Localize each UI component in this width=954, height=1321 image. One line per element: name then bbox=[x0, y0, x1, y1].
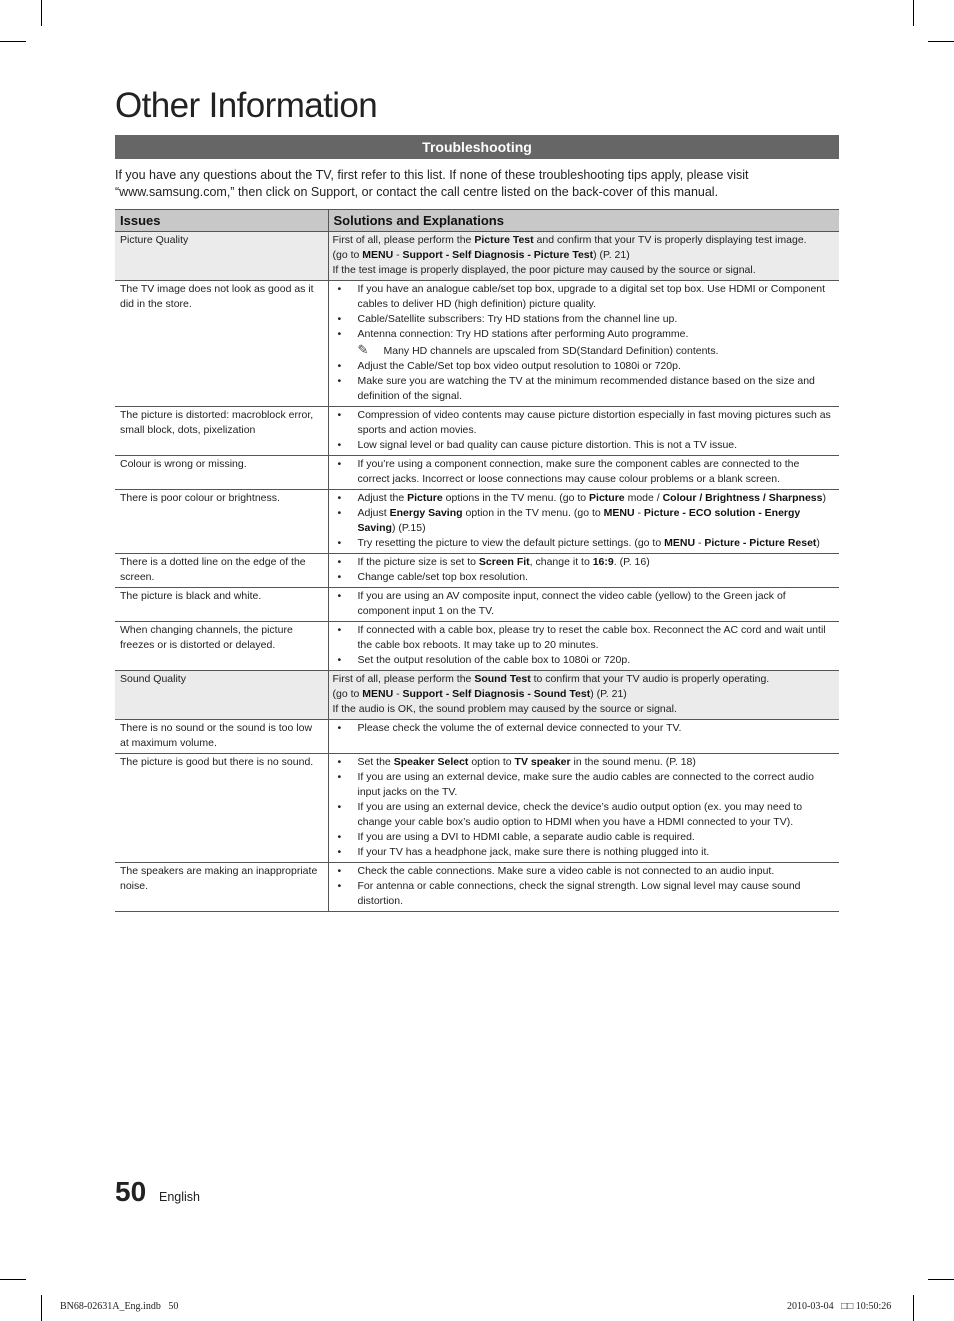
list-item: • Cable/Satellite subscribers: Try HD stations from the channel line up. bbox=[334, 312, 835, 327]
issue-cell: Picture Quality bbox=[115, 232, 328, 281]
page-language: English bbox=[159, 1190, 200, 1204]
issue-cell: The TV image does not look as good as it did in the store. bbox=[115, 281, 328, 407]
solution-cell bbox=[328, 456, 839, 490]
issue-cell: Colour is wrong or missing. bbox=[115, 456, 328, 490]
list-item: • If you have an analogue cable/set top box, upgrade to a digital set top box. Use HDMI or Component cables to deliver HD (high definition) picture quality. bbox=[334, 282, 835, 312]
list-item: • If you are using an external device, make sure the audio cables are connected to the correct audio input jacks on the TV. bbox=[334, 770, 835, 800]
list-item: • Antenna connection: Try HD stations after performing Auto programme. bbox=[334, 327, 835, 342]
list-item: • Please check the volume the of external device connected to your TV. bbox=[334, 721, 835, 736]
issue-cell: When changing channels, the picture freezes or is distorted or delayed. bbox=[115, 622, 328, 671]
table-row bbox=[115, 622, 839, 671]
table-row bbox=[115, 407, 839, 456]
solution-cell bbox=[328, 754, 839, 863]
table-row bbox=[115, 281, 839, 407]
solution-cell bbox=[328, 622, 839, 671]
solution-cell bbox=[328, 407, 839, 456]
crop-mark bbox=[928, 1279, 954, 1280]
issue-cell: The picture is good but there is no sound. bbox=[115, 754, 328, 863]
list-item: • For antenna or cable connections, check the signal strength. Low signal level may cause sound distortion. bbox=[334, 879, 835, 909]
list-item: • Check the cable connections. Make sure a video cable is not connected to an audio input. bbox=[334, 864, 835, 879]
solution-cell bbox=[328, 588, 839, 622]
solution-cell bbox=[328, 490, 839, 554]
solution-cell: First of all, please perform the Sound Test to confirm that your TV audio is properly operating. (go to MENU - Support - Self Diagnosis - Sound Test) (P. 21) If the audio is OK, the sound problem may caused by the source or signal. bbox=[328, 671, 839, 720]
print-footer-left: BN68-02631A_Eng.indb 50 bbox=[60, 1301, 179, 1312]
solution-cell bbox=[328, 281, 839, 407]
list-item: • If you’re using a component connection, make sure the component cables are connected to the correct jacks. Incorrect or loose connections may cause colour problems or a blank screen. bbox=[334, 457, 835, 487]
section-title: Troubleshooting bbox=[115, 135, 839, 159]
list-item: • Try resetting the picture to view the default picture settings. (go to MENU - Picture - Picture Reset) bbox=[334, 536, 835, 551]
list-item: • Adjust the Cable/Set top box video output resolution to 1080i or 720p. bbox=[334, 359, 835, 374]
solution-cell bbox=[328, 863, 839, 912]
print-footer-right: 2010-03-04 □□ 10:50:26 bbox=[787, 1301, 892, 1312]
list-item: • Set the output resolution of the cable box to 1080i or 720p. bbox=[334, 653, 835, 668]
solution-list bbox=[334, 623, 835, 668]
solution-cell bbox=[328, 720, 839, 754]
list-item: • Adjust Energy Saving option in the TV menu. (go to MENU - Picture - ECO solution - Energy Saving) (P.15) bbox=[334, 506, 835, 536]
page-title: Other Information bbox=[115, 86, 378, 125]
solution-list bbox=[334, 457, 835, 487]
header-solutions: Solutions and Explanations bbox=[328, 210, 839, 232]
list-item: • If connected with a cable box, please try to reset the cable box. Reconnect the AC cord and wait until the cable box reboots. It may take up to 20 minutes. bbox=[334, 623, 835, 653]
table-row bbox=[115, 554, 839, 588]
table-row bbox=[115, 456, 839, 490]
list-item: • If you are using an external device, check the device’s audio output option (ex. you may need to change your cable box’s audio option to HDMI when you have a HDMI connected to your TV). bbox=[334, 800, 835, 830]
solution-list bbox=[334, 491, 835, 551]
issue-cell: There is a dotted line on the edge of the screen. bbox=[115, 554, 328, 588]
list-item: • Compression of video contents may cause picture distortion especially in fast moving pictures such as sports and action movies. bbox=[334, 408, 835, 438]
issue-cell: The speakers are making an inappropriate noise. bbox=[115, 863, 328, 912]
solution-list bbox=[334, 755, 835, 860]
solution-cell: First of all, please perform the Picture Test and confirm that your TV is properly displaying test image. (go to MENU - Support - Self Diagnosis - Picture Test) (P. 21) If the test image is properly displayed, the poor picture may caused by the source or signal. bbox=[328, 232, 839, 281]
table-row bbox=[115, 588, 839, 622]
table-row bbox=[115, 754, 839, 863]
crop-mark bbox=[41, 0, 42, 26]
issue-cell: Sound Quality bbox=[115, 671, 328, 720]
issue-cell: The picture is distorted: macroblock error, small block, dots, pixelization bbox=[115, 407, 328, 456]
issue-cell: There is no sound or the sound is too low at maximum volume. bbox=[115, 720, 328, 754]
table-row bbox=[115, 671, 839, 720]
crop-mark bbox=[913, 0, 914, 26]
solution-list bbox=[334, 864, 835, 909]
list-item: • Make sure you are watching the TV at the minimum recommended distance based on the size and definition of the signal. bbox=[334, 374, 835, 404]
intro-text: If you have any questions about the TV, first refer to this list. If none of these troubleshooting tips apply, please visit “www.samsung.com,” then click on Support, or contact the call centre listed on the back-cover of this manual. bbox=[115, 168, 749, 199]
crop-mark bbox=[41, 1295, 42, 1321]
crop-mark bbox=[913, 1295, 914, 1321]
note-item bbox=[334, 342, 835, 359]
table-row bbox=[115, 720, 839, 754]
table-row bbox=[115, 490, 839, 554]
pencil-note-icon: ✎ bbox=[357, 342, 369, 357]
crop-mark bbox=[928, 41, 954, 42]
solution-list bbox=[334, 555, 835, 585]
solution-list bbox=[334, 721, 835, 736]
list-item: • If you are using a DVI to HDMI cable, a separate audio cable is required. bbox=[334, 830, 835, 845]
solution-cell bbox=[328, 554, 839, 588]
list-item: • Change cable/set top box resolution. bbox=[334, 570, 835, 585]
list-item: • Low signal level or bad quality can cause picture distortion. This is not a TV issue. bbox=[334, 438, 835, 453]
issue-cell: There is poor colour or brightness. bbox=[115, 490, 328, 554]
page-number: 50 bbox=[115, 1176, 147, 1207]
solution-list bbox=[334, 408, 835, 453]
header-issues: Issues bbox=[115, 210, 328, 232]
crop-mark bbox=[0, 41, 26, 42]
table-body bbox=[115, 232, 839, 912]
list-item: • Set the Speaker Select option to TV speaker in the sound menu. (P. 18) bbox=[334, 755, 835, 770]
solution-list bbox=[334, 589, 835, 619]
list-item: • If the picture size is set to Screen Fit, change it to 16:9. (P. 16) bbox=[334, 555, 835, 570]
table-row bbox=[115, 232, 839, 281]
troubleshooting-table bbox=[115, 209, 839, 912]
list-item: • If your TV has a headphone jack, make sure there is nothing plugged into it. bbox=[334, 845, 835, 860]
solution-list bbox=[334, 282, 835, 404]
crop-mark bbox=[0, 1279, 26, 1280]
list-item: • If you are using an AV composite input, connect the video cable (yellow) to the Green jack of component input 1 on the TV. bbox=[334, 589, 835, 619]
table-row bbox=[115, 863, 839, 912]
list-item: • Adjust the Picture options in the TV menu. (go to Picture mode / Colour / Brightness / Sharpness) bbox=[334, 491, 835, 506]
issue-cell: The picture is black and white. bbox=[115, 588, 328, 622]
note-text: Many HD channels are upscaled from SD(Standard Definition) contents. bbox=[383, 345, 719, 357]
table-header-row bbox=[115, 210, 839, 232]
